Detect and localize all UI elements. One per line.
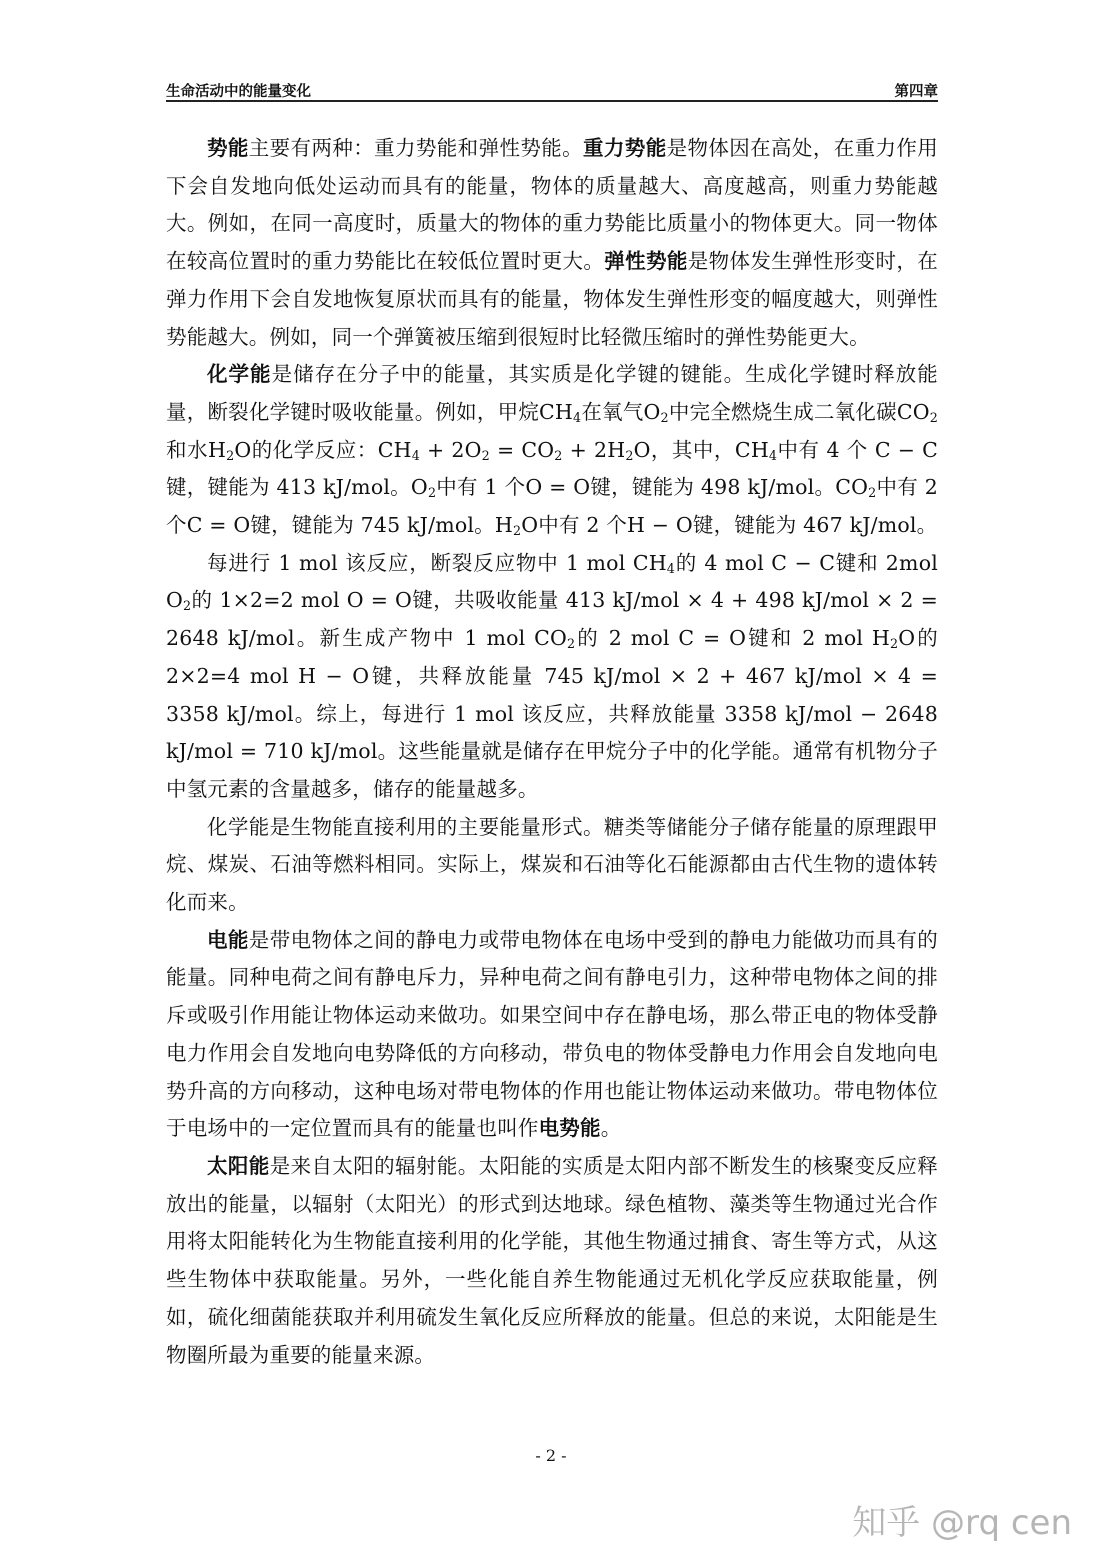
bold-term: 太阳能 — [207, 1153, 270, 1178]
text-run: 是储存在分子中的能量，其实质是化学键的键能。生成化学键时释放能量，断裂化学键时吸收能量。例如，甲烷CH — [166, 362, 938, 424]
subscript: 2 — [554, 447, 563, 463]
document-body — [166, 130, 938, 1374]
subscript: 2 — [660, 410, 669, 426]
subscript: 2 — [625, 447, 634, 463]
page-header — [166, 78, 938, 102]
page-number: - 2 - — [535, 1446, 567, 1465]
bold-term: 电能 — [207, 927, 249, 952]
bold-term: 重力势能 — [583, 136, 667, 160]
subscript: 2 — [481, 447, 490, 463]
subscript: 2 — [427, 485, 437, 501]
text-run: 中有 2 个C = O键，键能为 745 kJ/mol。H — [166, 475, 939, 538]
text-run: 是物体因在高处，在重力作用下会自发地向低处运动而具有的能量，物体的质量越大、高度越高，则重力势能越大。例如，在同一高度时，质量大的物体的重力势能比质量小的物体更大。同一物体在较高位置时的重力势能比在较低位置时更大。 — [166, 136, 938, 274]
text-run: 中完全燃烧生成二氧化碳CO — [668, 399, 930, 424]
text-run: O的 2×2=4 mol H − O键，共释放能量 745 kJ/mol × 2 + 467 kJ/mol × 4 = 3358 kJ/mol。综上，每进行 1 mol 该反应，共释放能量 3358 kJ/mol − 2648 kJ/mol = 710 kJ/mol。这些能量就是储存在甲烷分子中的化学能。通常有机物分子中氢元素的含量越多，储存的能量越多。 — [166, 626, 938, 801]
bold-term: 电势能 — [538, 1116, 601, 1141]
subscript: 2 — [889, 636, 899, 652]
text-run: 中有 1 个O = O键，键能为 498 kJ/mol。CO — [436, 475, 869, 500]
subscript: 4 — [666, 560, 676, 576]
header-title: 生命活动中的能量变化 — [166, 84, 311, 100]
subscript: 2 — [929, 410, 939, 426]
text-run: 。 — [600, 1116, 622, 1141]
text-run: 是来自太阳的辐射能。太阳能的实质是太阳内部不断发生的核聚变反应释放出的能量，以辐射（太阳光）的形式到达地球。绿色植物、藻类等生物通过光合作用将太阳能转化为生物能直接利用的化学能，其他生物通过捕食、寄生等方式，从这些生物体中获取能量。另外，一些化能自养生物能通过无机化学反应获取能量，例如，硫化细菌能获取并利用硫发生氧化反应所释放的能量。但总的来说，太阳能是生物圈所最为重要的能量来源。 — [166, 1153, 938, 1367]
subscript: 4 — [573, 410, 582, 426]
text-run: 是物体发生弹性形变时，在弹力作用下会自发地恢复原状而具有的能量，物体发生弹性形变的幅度越大，则弹性势能越大。例如，同一个弹簧被压缩到很短时比轻微压缩时的弹性势能更大。 — [166, 249, 938, 349]
text-run: 主要有两种：重力势能和弹性势能。 — [248, 136, 584, 160]
text-run: O，其中，CH — [633, 437, 769, 462]
text-run: + 2H — [562, 437, 626, 462]
text-run: 在氧气O — [581, 399, 661, 424]
text-run: 中有 4 个 C − C键，键能为 413 kJ/mol。O — [166, 437, 939, 500]
text-run: 的 2 mol C = O键和 2 mol H — [575, 626, 890, 651]
paragraph-potential-energy — [166, 130, 938, 356]
text-run: 每进行 1 mol 该反应，断裂反应物中 1 mol CH — [207, 550, 667, 575]
paragraph-solar-energy — [166, 1148, 938, 1374]
text-run: 化学能是生物能直接利用的主要能量形式。糖类等储能分子储存能量的原理跟甲烷、煤炭、石油等燃料相同。实际上，煤炭和石油等化石能源都由古代生物的遗体转化而来。 — [166, 814, 938, 915]
subscript: 2 — [868, 485, 877, 501]
text-run: O的化学反应：CH — [234, 437, 412, 462]
subscript: 4 — [411, 447, 420, 463]
subscript: 2 — [183, 598, 192, 614]
paragraph-chemical-energy — [166, 356, 938, 545]
text-run: 的 1×2=2 mol O = O键，共吸收能量 413 kJ/mol × 4 + 498 kJ/mol × 2 = 2648 kJ/mol。新生成产物中 1 mol CO — [166, 588, 938, 651]
text-run: 是带电物体之间的静电力或带电物体在电场中受到的静电力能做功而具有的能量。同种电荷之间有静电斥力，异种电荷之间有静电引力，这种带电物体之间的排斥或吸引作用能让物体运动来做功。如果空间中存在静电场，那么带正电的物体受静电力作用会自发地向电势降低的方向移动，带负电的物体受静电力作用会自发地向电势升高的方向移动，这种电场对带电物体的作用也能让物体运动来做功。带电物体位于电场中的一定位置而具有的能量也叫作 — [166, 927, 938, 1141]
bold-term: 化学能 — [207, 362, 272, 387]
text-run: O中有 2 个H − O键，键能为 467 kJ/mol。 — [521, 513, 938, 538]
text-run: + 2O — [419, 437, 482, 462]
bold-term: 弹性势能 — [604, 249, 688, 274]
paragraph-methane-calculation — [166, 545, 938, 809]
text-run: 和水H — [166, 437, 227, 462]
subscript: 4 — [768, 447, 778, 463]
text-run: 的 4 mol C − C键和 2mol O — [166, 550, 938, 613]
paragraph-chemical-energy-use — [166, 809, 938, 922]
paragraph-electric-energy — [166, 922, 938, 1148]
bold-term: 势能 — [207, 136, 249, 160]
watermark: 知乎 @rq cen — [852, 1503, 1072, 1543]
subscript: 2 — [512, 523, 522, 539]
text-run: = CO — [489, 437, 555, 462]
subscript: 2 — [567, 636, 576, 652]
subscript: 2 — [226, 447, 235, 463]
header-chapter: 第四章 — [894, 84, 938, 100]
